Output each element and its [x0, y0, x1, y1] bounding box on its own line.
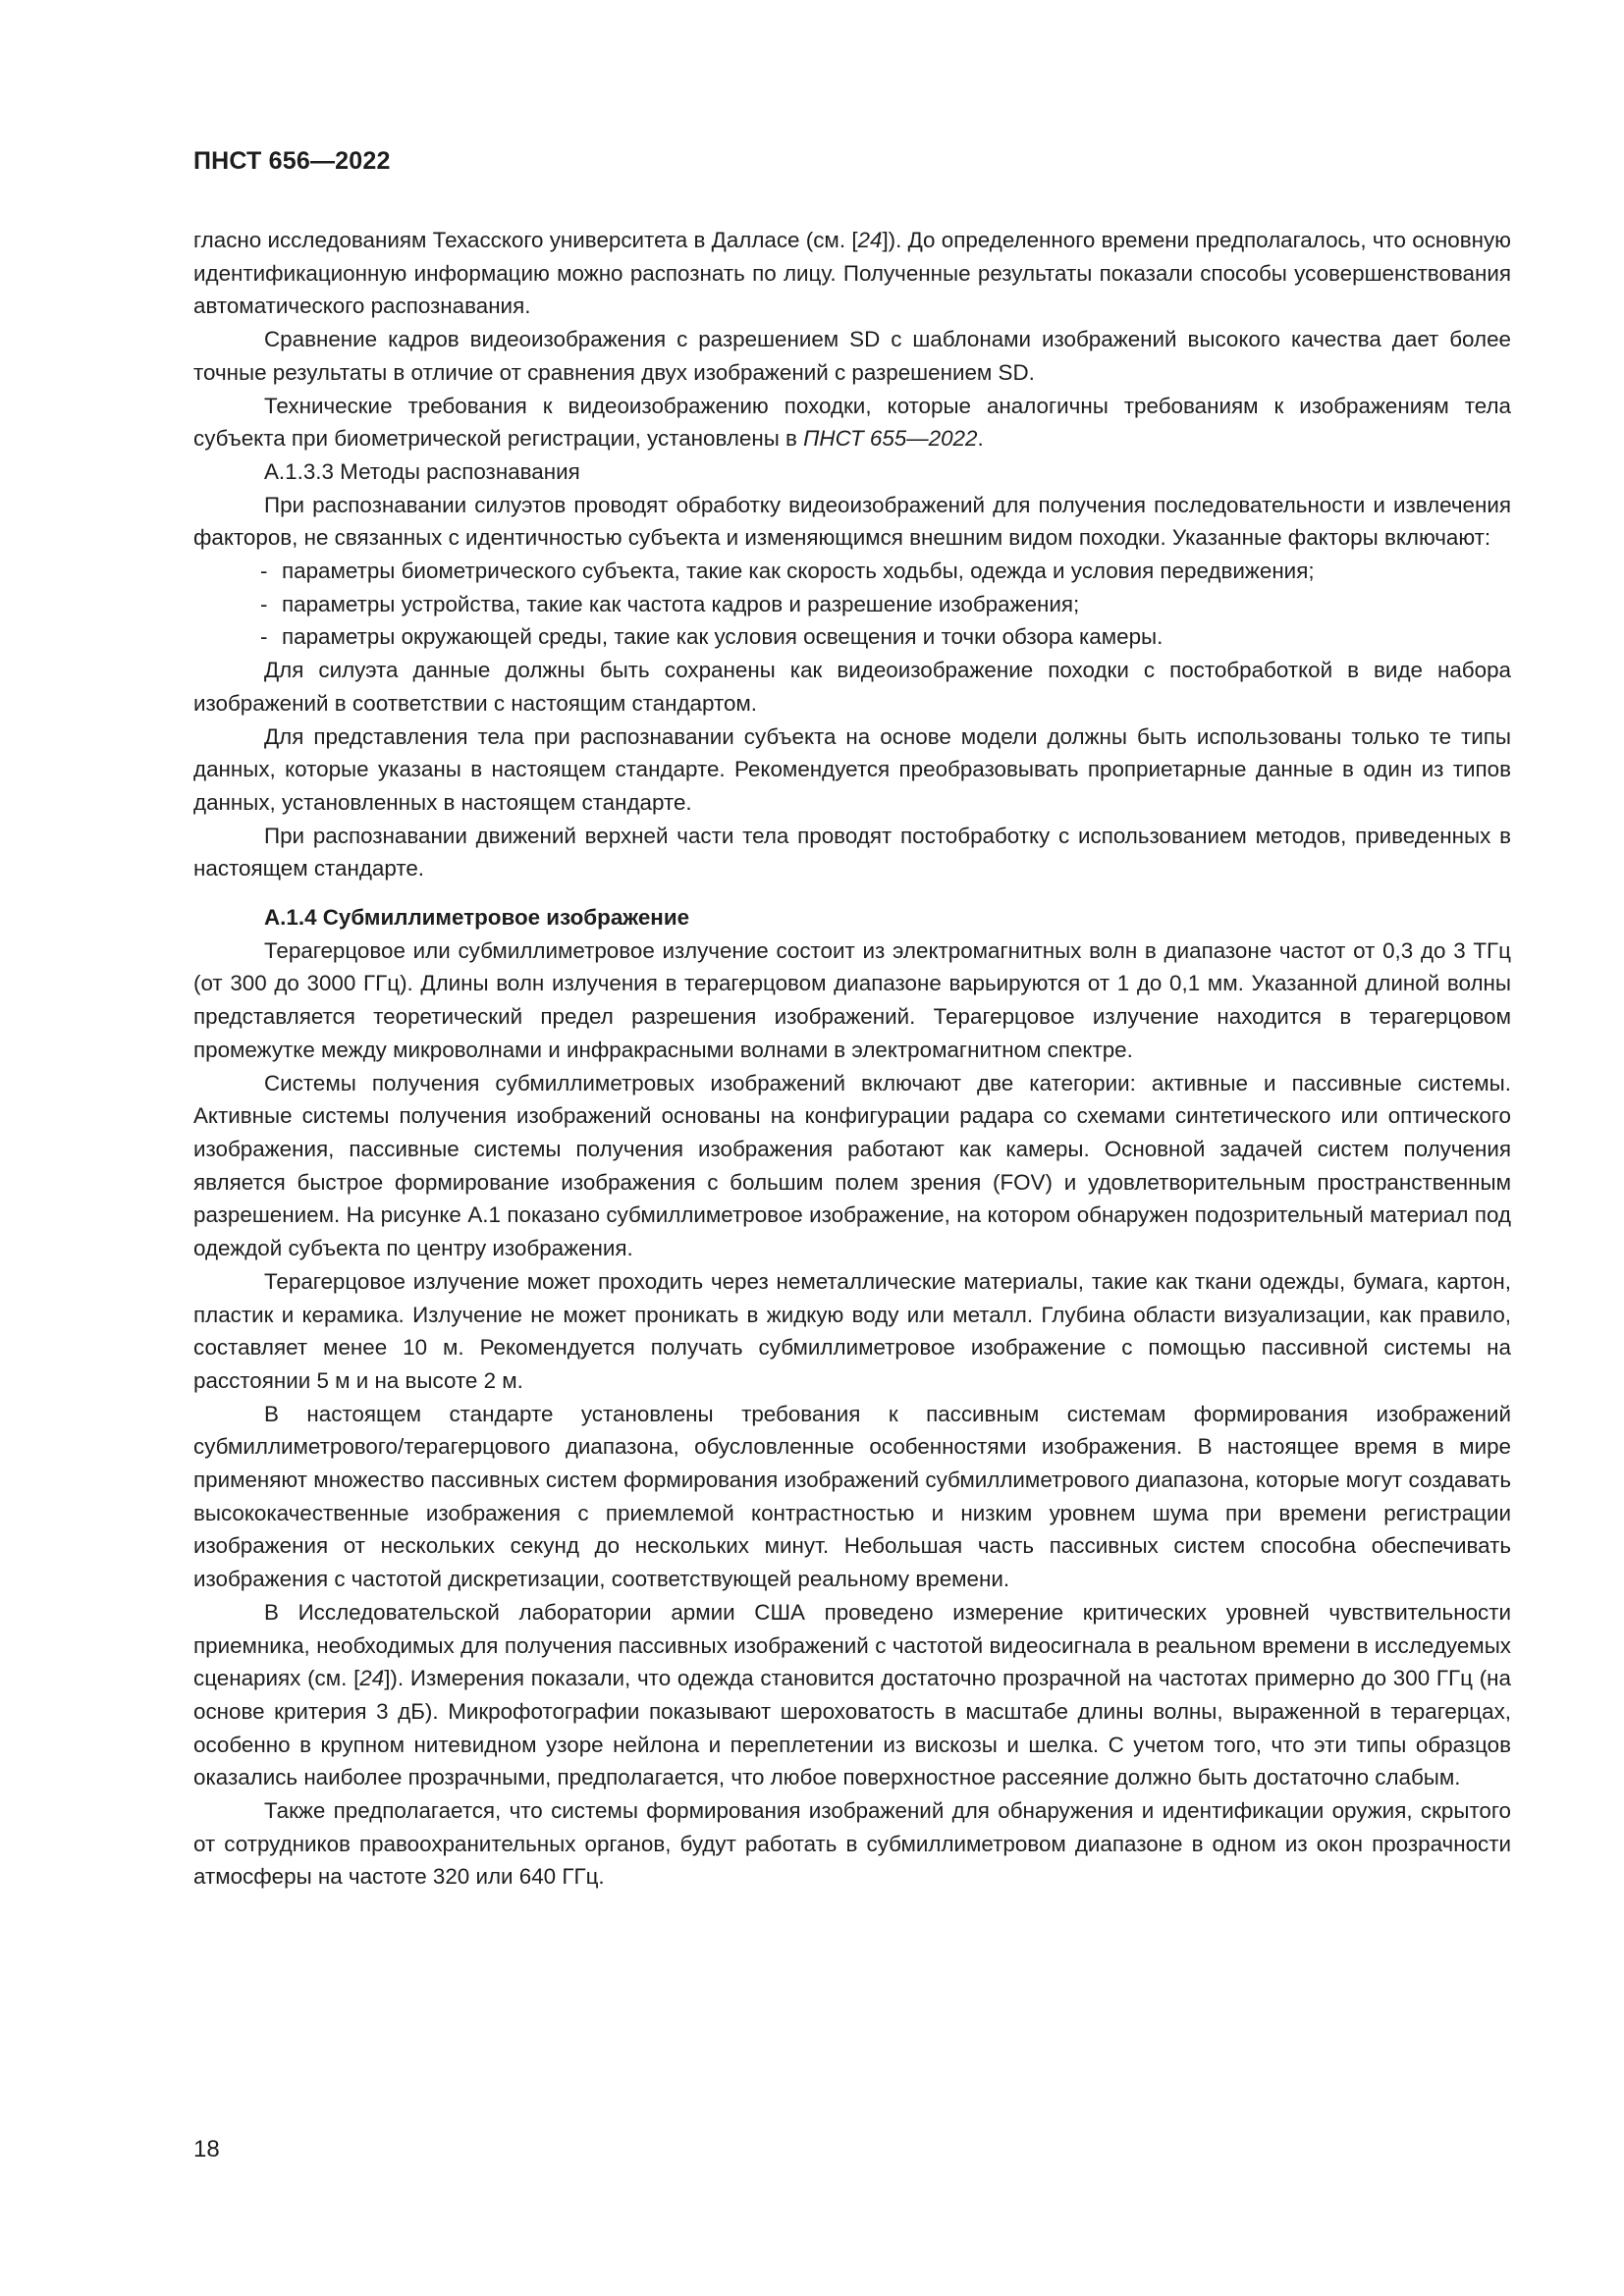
paragraph: Технические требования к видеоизображению походки, которые аналогичны требованиям к изображениям тела субъекта при биометрической регистрации, установлены в ПНСТ 655—2022.	[193, 393, 1511, 452]
document-id: ПНСТ 656—2022	[193, 147, 391, 175]
list-item: - параметры биометрического субъекта, такие как скорость ходьбы, одежда и условия передвижения;	[260, 555, 1511, 588]
paragraph: Терагерцовое или субмиллиметровое излучение состоит из электромагнитных волн в диапазоне частот от 0,3 до 3 ТГц (от 300 до 3000 ГГц). Длины волн излучения в терагерцовом диапазоне варьируются от 1 до 0,1 мм. Указанной длиной волны представляется теоретический предел разрешения изображений. Терагерцовое излучение находится в терагерцовом промежутке между микроволнами и инфракрасными волнами в электромагнитном спектре.	[193, 937, 1511, 1062]
factor-list	[193, 555, 1511, 654]
reference-number: 24	[857, 228, 883, 252]
list-item: - параметры устройства, такие как частота кадров и разрешение изображения;	[260, 588, 1511, 621]
section-heading: А.1.4 Субмиллиметровое изображение	[264, 905, 690, 931]
page-body	[193, 224, 1511, 1894]
paragraph: При распознавании силуэтов проводят обработку видеоизображений для получения последовательности и извлечения факторов, не связанных с идентичностью субъекта и изменяющимся внешним видом походки. Указанные факторы включают:	[193, 492, 1511, 551]
standard-reference: ПНСТ 655—2022	[803, 426, 978, 452]
paragraph: гласно исследованиям Техасского университета в Далласе (см. [24]). До определенного времени предполагалось, что основную идентификационную информацию можно распознать по лицу. Полученные результаты показали способы усовершенствования автоматического распознавания.	[193, 228, 1511, 319]
paragraph: Для представления тела при распознавании субъекта на основе модели должны быть использованы только те типы данных, которые указаны в настоящем стандарте. Рекомендуется преобразовывать проприетарные данные в один из типов данных, установленных в настоящем стандарте.	[193, 723, 1511, 815]
paragraph: Также предполагается, что системы формирования изображений для обнаружения и идентификации оружия, скрытого от сотрудников правоохранительных органов, будут работать в субмиллиметровом диапазоне в одном из окон прозрачности атмосферы на частоте 320 или 640 ГГц.	[193, 1798, 1511, 1890]
paragraph: В Исследовательской лаборатории армии США проведено измерение критических уровней чувствительности приемника, необходимых для получения пассивных изображений с частотой видеосигнала в реальном времени в исследуемых сценариях (см. [24]). Измерения показали, что одежда становится достаточно прозрачной на частотах примерно до 300 ГГц (на основе критерия 3 дБ). Микрофотографии показывают шероховатость в масштабе длины волны, выраженной в терагерцах, особенно в крупном нитевидном узоре нейлона и переплетении из вискозы и шелка. С учетом того, что эти типы образцов оказались наиболее прозрачными, предполагается, что любое поверхностное рассеяние должно быть достаточно слабым.	[193, 1599, 1511, 1790]
subsection-heading: А.1.3.3 Методы распознавания	[264, 458, 580, 484]
page-number: 18	[193, 2136, 220, 2163]
paragraph: В настоящем стандарте установлены требования к пассивным системам формирования изображений субмиллиметрового/терагерцового диапазона, обусловленные особенностями изображения. В настоящее время в мире применяют множество пассивных систем формирования изображений субмиллиметрового диапазона, которые могут создавать высококачественные изображения с приемлемой контрастностью и низким уровнем шума при времени регистрации изображения от нескольких секунд до нескольких минут. Небольшая часть пассивных систем способна обеспечивать изображения с частотой дискретизации, соответствующей реальному времени.	[193, 1401, 1511, 1592]
paragraph: При распознавании движений верхней части тела проводят постобработку с использованием методов, приведенных в настоящем стандарте.	[193, 823, 1511, 881]
reference-number: 24	[359, 1666, 385, 1691]
paragraph: Системы получения субмиллиметровых изображений включают две категории: активные и пассивные системы. Активные системы получения изображений основаны на конфигурации радара со схемами синтетического или оптического изображения, пассивные системы получения изображения работают как камеры. Основной задачей систем получения является быстрое формирование изображения с большим полем зрения (FOV) и удовлетворительным пространственным разрешением. На рисунке А.1 показано субмиллиметровое изображение, на котором обнаружен подозрительный материал под одеждой субъекта по центру изображения.	[193, 1070, 1511, 1261]
list-item: - параметры окружающей среды, такие как условия освещения и точки обзора камеры.	[260, 620, 1511, 654]
paragraph: Терагерцовое излучение может проходить через неметаллические материалы, такие как ткани одежды, бумага, картон, пластик и керамика. Излучение не может проникать в жидкую воду или металл. Глубина области визуализации, как правило, составляет менее 10 м. Рекомендуется получать субмиллиметровое изображение с помощью пассивной системы на расстоянии 5 м и на высоте 2 м.	[193, 1268, 1511, 1393]
paragraph: Сравнение кадров видеоизображения с разрешением SD с шаблонами изображений высокого качества дает более точные результаты в отличие от сравнения двух изображений с разрешением SD.	[193, 327, 1511, 385]
paragraph: Для силуэта данные должны быть сохранены как видеоизображение походки с постобработкой в виде набора изображений в соответствии с настоящим стандартом.	[193, 658, 1511, 716]
